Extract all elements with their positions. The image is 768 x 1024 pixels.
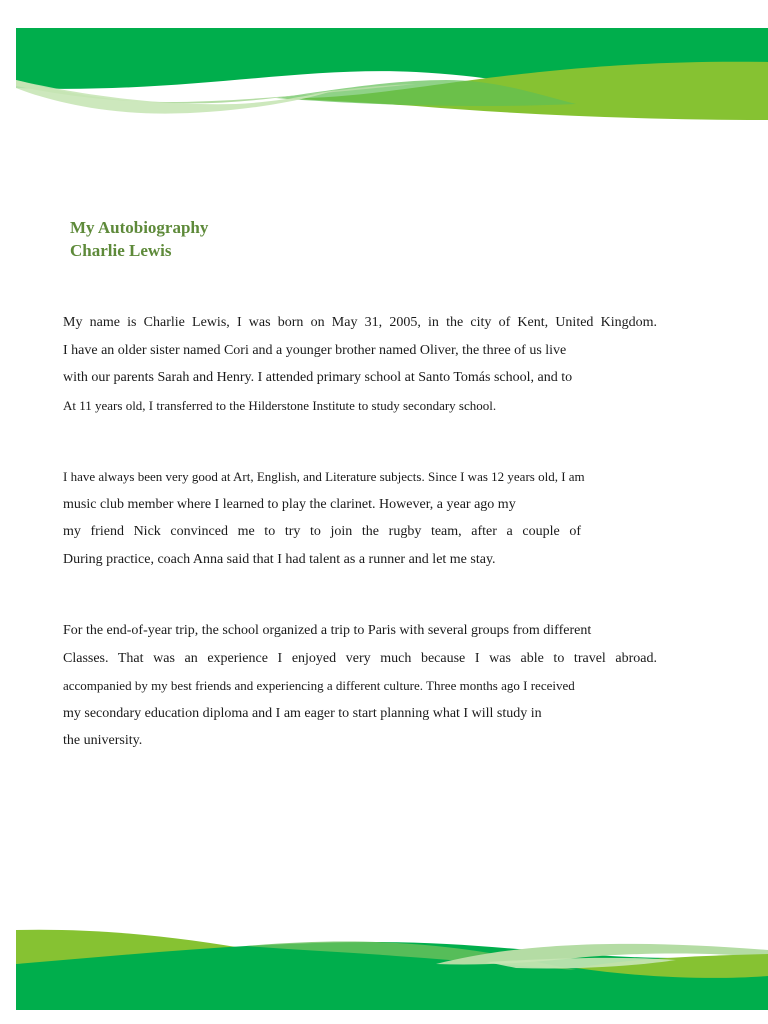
bottom-wave-banner [16, 928, 768, 1010]
paragraph-line: I have an older sister named Cori and a younger brother named Oliver, the three of us live [63, 342, 567, 358]
paragraph-line: with our parents Sarah and Henry. I attended primary school at Santo Tomás school, and to [63, 370, 573, 385]
paragraph-1 [63, 313, 657, 423]
top-wave-graphic [16, 28, 768, 120]
paragraph-line: During practice, coach Anna said that I had talent as a runner and let me stay. [63, 551, 496, 567]
paragraph-line: my secondary education diploma and I am eager to start planning what I will study in [63, 705, 542, 721]
paragraph-line: Classes. That was an experience I enjoyed very much because I was able to travel abroad. [63, 650, 657, 666]
paragraph-line: At 11 years old, I transferred to the Hilderstone Institute to study secondary school. [63, 397, 497, 413]
author-name: Charlie Lewis [70, 241, 172, 260]
paragraph-line: the university. [63, 733, 143, 748]
paragraph-2 [63, 467, 657, 577]
paragraph-line: music club member where I learned to play the clarinet. However, a year ago my [63, 496, 516, 512]
document-heading [70, 216, 208, 262]
paragraph-line: I have always been very good at Art, English, and Literature subjects. Since I was 12 years old, I am [63, 469, 585, 484]
document-title: My Autobiography [70, 218, 209, 237]
bottom-wave-graphic [16, 928, 768, 1010]
paragraph-line: For the end-of-year trip, the school organized a trip to Paris with several groups from different [63, 623, 592, 638]
top-wave-banner [16, 28, 768, 120]
paragraph-3 [63, 621, 657, 759]
paragraph-line: accompanied by my best friends and experiencing a different culture. Three months ago I received [63, 678, 575, 693]
paragraph-line: My name is Charlie Lewis, I was born on May 31, 2005, in the city of Kent, United Kingdom. [63, 315, 657, 330]
paragraph-line: my friend Nick convinced me to try to join the rugby team, after a couple of [63, 524, 581, 539]
